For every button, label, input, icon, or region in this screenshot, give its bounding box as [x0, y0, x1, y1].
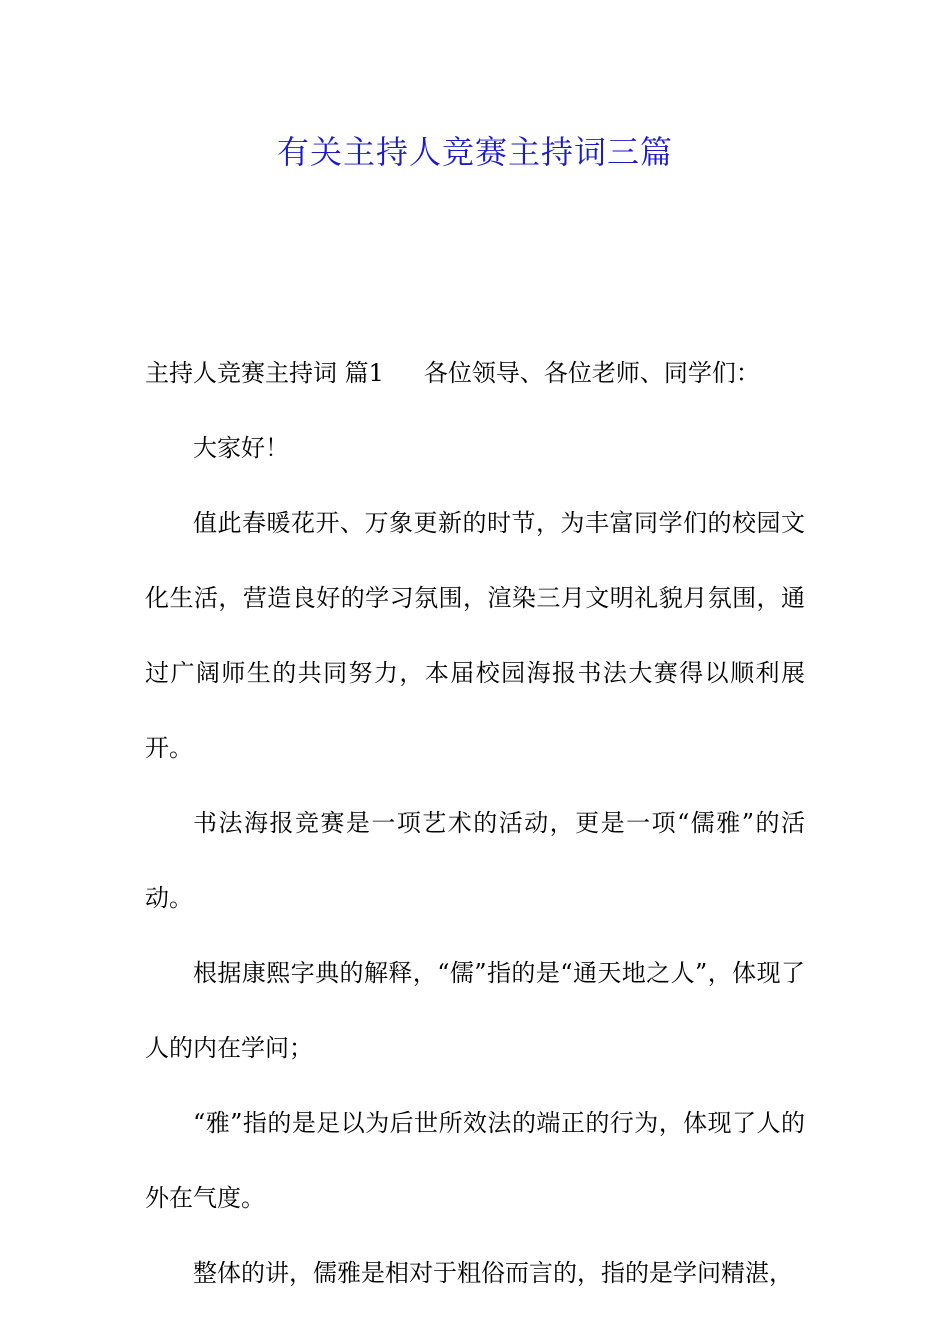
document-body — [145, 336, 805, 1311]
opening-line — [145, 336, 805, 411]
paragraph-intro: 值此春暖花开、万象更新的时节，为丰富同学们的校园文化生活，营造良好的学习氛围，渲染三月文明礼貌月氛围，通过广阔师生的共同努力，本届校园海报书法大赛得以顺利展开。 — [145, 509, 805, 762]
paragraph-ya-definition: “雅”指的是足以为后世所效法的端正的行为，体现了人的外在气度。 — [145, 1109, 805, 1212]
paragraph-summary: 整体的讲，儒雅是相对于粗俗而言的，指的是学问精湛， — [193, 1259, 793, 1287]
paragraph-contest-description: 书法海报竞赛是一项艺术的活动，更是一项“儒雅”的活动。 — [145, 809, 805, 912]
section-heading: 主持人竞赛主持词 篇1 — [145, 359, 384, 387]
salutation: 各位领导、各位老师、同学们： — [423, 359, 760, 387]
paragraph-greeting: 大家好！ — [193, 434, 289, 462]
paragraph-ru-definition: 根据康熙字典的解释，“儒”指的是“通天地之人”，体现了人的内在学问； — [145, 959, 805, 1062]
document-title: 有关主持人竞赛主持词三篇 — [276, 133, 673, 171]
